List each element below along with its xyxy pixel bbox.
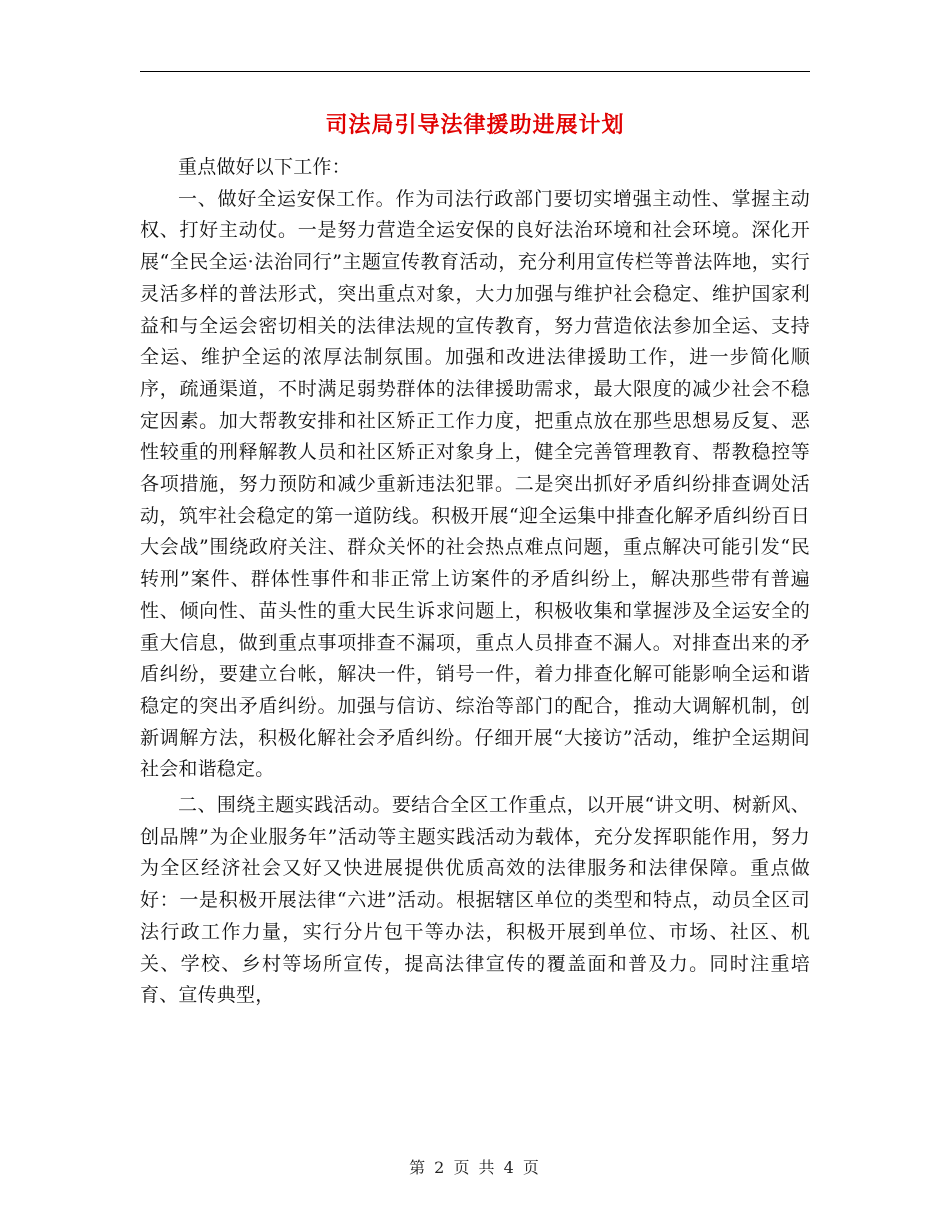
- page-number: 第 2 页 共 4 页: [409, 1158, 541, 1177]
- document-title: 司法局引导法律援助进展计划: [325, 112, 625, 138]
- section-one-paragraph: 一、做好全运安保工作。作为司法行政部门要切实增强主动性、掌握主动权、打好主动仗。一是努力营造全运安保的良好法治环境和社会环境。深化开展“全民全运·法治同行”主题宣传教育活动，充分利用宣传栏等普法阵地，实行灵活多样的普法形式，突出重点对象，大力加强与维护社会稳定、维护国家利益和与全运会密切相关的法律法规的宣传教育，努力营造依法参加全运、支持全运、维护全运的浓厚法制氛围。加强和改进法律援助工作，进一步简化顺序，疏通渠道，不时满足弱势群体的法律援助需求，最大限度的减少社会不稳定因素。加大帮教安排和社区矫正工作力度，把重点放在那些思想易反复、恶性较重的刑释解教人员和社区矫正对象身上，健全完善管理教育、帮教稳控等各项措施，努力预防和减少重新违法犯罪。二是突出抓好矛盾纠纷排查调处活动，筑牢社会稳定的第一道防线。积极开展“迎全运集中排查化解矛盾纠纷百日大会战”围绕政府关注、群众关怀的社会热点难点问题，重点解决可能引发“民转刑”案件、群体性事件和非正常上访案件的矛盾纠纷上，解决那些带有普遍性、倾向性、苗头性的重大民生诉求问题上，积极收集和掌握涉及全运安全的重大信息，做到重点事项排查不漏项，重点人员排查不漏人。对排查出来的矛盾纠纷，要建立台帐，解决一件，销号一件，着力排查化解可能影响全运和谐稳定的突出矛盾纠纷。加强与信访、综治等部门的配合，推动大调解机制，创新调解方法，积极化解社会矛盾纠纷。仔细开展“大接访”活动，维护全运期间社会和谐稳定。: [140, 187, 810, 781]
- header-rule: [140, 71, 810, 72]
- document-body: [140, 152, 810, 1012]
- intro-paragraph: 重点做好以下工作：: [178, 156, 351, 178]
- section-two-paragraph: 二、围绕主题实践活动。要结合全区工作重点，以开展“讲文明、树新风、创品牌”为企业服务年”活动等主题实践活动为载体，充分发挥职能作用，努力为全区经济社会又好又快进展提供优质高效的法律服务和法律保障。重点做好：一是积极开展法律“六进”活动。根据辖区单位的类型和特点，动员全区司法行政工作力量，实行分片包干等办法，积极开展到单位、市场、社区、机关、学校、乡村等场所宣传，提高法律宣传的覆盖面和普及力。同时注重培育、宣传典型，: [140, 794, 810, 1007]
